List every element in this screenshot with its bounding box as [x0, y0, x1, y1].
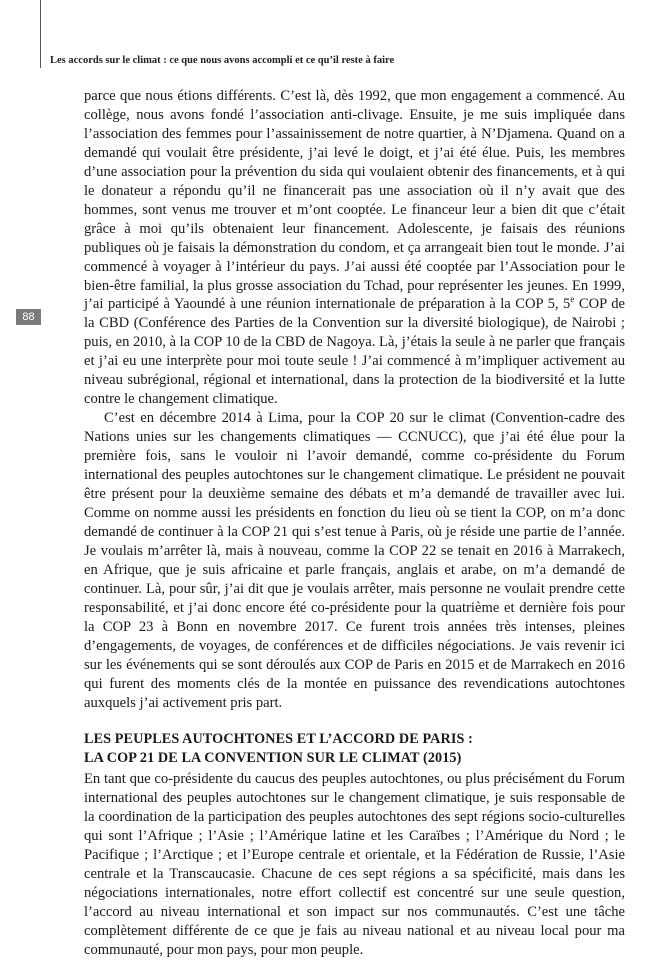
page-number: 88 — [16, 309, 41, 325]
running-header: Les accords sur le climat : ce que nous avons accompli et ce qu’il reste à faire — [50, 55, 395, 66]
paragraph: parce que nous étions différents. C’est là, dès 1992, que mon engagement a commencé. Au collège, nous avons fondé l’association anti-clivage. Ensuite, je me suis impliquée dans l’association des femmes pour l’assainissement de notre quartier, à N’Djamena. Quand on a demandé qui voulait être présidente, j’ai levé le doigt, et j’ai été élue. Puis, les membres d’une association pour la prévention du sida qui voulaient obtenir des financements, et à qui le donateur a répondu qu’il ne financerait pas une association où il n’y avait que des hommes, sont venus me trouver et m’ont cooptée. Le financeur leur a bien dit que c’était grâce à moi qu’ils obtenaient leur financement. Adolescente, je faisais des réunions publiques où je faisais la démonstration du condom, et ça arrangeait bien tout le monde. J’ai commencé à voyager à l’intérieur du pays. J’ai aussi été cooptée par l’Association pour le bien-être familial, la plus grosse association du Tchad, pour représenter les jeunes. En 1999, j’ai participé à Yaoundé à une réunion internationale de préparation à la COP 5, 5e COP de la CBD (Conférence des Parties de la Convention sur la diversité biologique), de Nairobi ; puis, en 2010, à la COP 10 de la CBD de Nagoya. Là, j’étais la seule à ne parler que français et j’ai eu une interprète pour moi toute seule ! J’ai commencé à m’impliquer activement au niveau subrégional, régional et international, dans la protection de la biodiversité et la lutte contre le changement climatique. — [84, 88, 625, 408]
section-heading-line-1: LES PEUPLES AUTOCHTONES ET L’ACCORD DE PARIS : — [84, 731, 473, 748]
paragraph: C’est en décembre 2014 à Lima, pour la COP 20 sur le climat (Convention-cadre des Nations unies sur les changements climatiques — CCNUCC), que j’ai été élue pour la première fois, sans le vouloir ni l’avoir demandé, comme co-présidente du Forum international des peuples autochtones sur le changement climatique. Le président ne pouvait être présent pour la deuxième semaine des débats et m’a demandé de travailler avec lui. Comme on nomme aussi les présidents en fonction du lieu où se tient la COP, on m’a donc demandé de continuer à la COP 21 qui s’est tenue à Paris, où je réside une partie de l’année. Je voulais m’arrêter là, mais à nouveau, comme la COP 22 se tenait en 2016 à Marrakech, en Afrique, que je suis africaine et parle français, anglais et arabe, on m’a demandé de continuer. Là, pour sûr, j’ai dit que je voulais arrêter, mais personne ne voulait prendre cette responsabilité, et j’ai donc encore été co-présidente pour la quatrième et dernière fois pour la COP 23 à Bonn en novembre 2017. Ce furent trois années très intenses, pleines d’engagements, de voyages, de conférences et de difficiles négociations. Je vais revenir ici sur les événements qui se sont déroulés aux COP de Paris en 2015 et de Marrakech en 2016 qui furent des moments clés de la montée en puissance des revendications autochtones auxquels j’ai activement pris part. — [84, 410, 625, 711]
paragraph: En tant que co-présidente du caucus des peuples autochtones, ou plus précisément du Forum international des peuples autochtones sur le changement climatique, je suis responsable de la coordination de la participation des peuples autochtones des sept régions socio-culturelles qui sont l’Afrique ; l’Asie ; l’Amérique latine et les Caraïbes ; l’Amérique du Nord ; le Pacifique ; l’Arctique ; et l’Europe centrale et orientale, et la Fédération de Russie, l’Asie centrale et la Transcaucasie. Chacune de ces sept régions a sa spécificité, mais dans les négociations internationales, notre effort collectif est concentré sur une seule question, l’accord au niveau international et son impact sur nos communautés. C’est une tâche complètement différente de ce que je fais au niveau national et au niveau local pour ma communauté, pour mon pays, pour mon peuple. — [84, 771, 625, 959]
section-heading — [84, 730, 625, 768]
margin-rule — [40, 0, 41, 68]
body-text — [84, 87, 625, 960]
section-heading-line-2: LA COP 21 DE LA CONVENTION SUR LE CLIMAT (2015) — [84, 750, 462, 767]
